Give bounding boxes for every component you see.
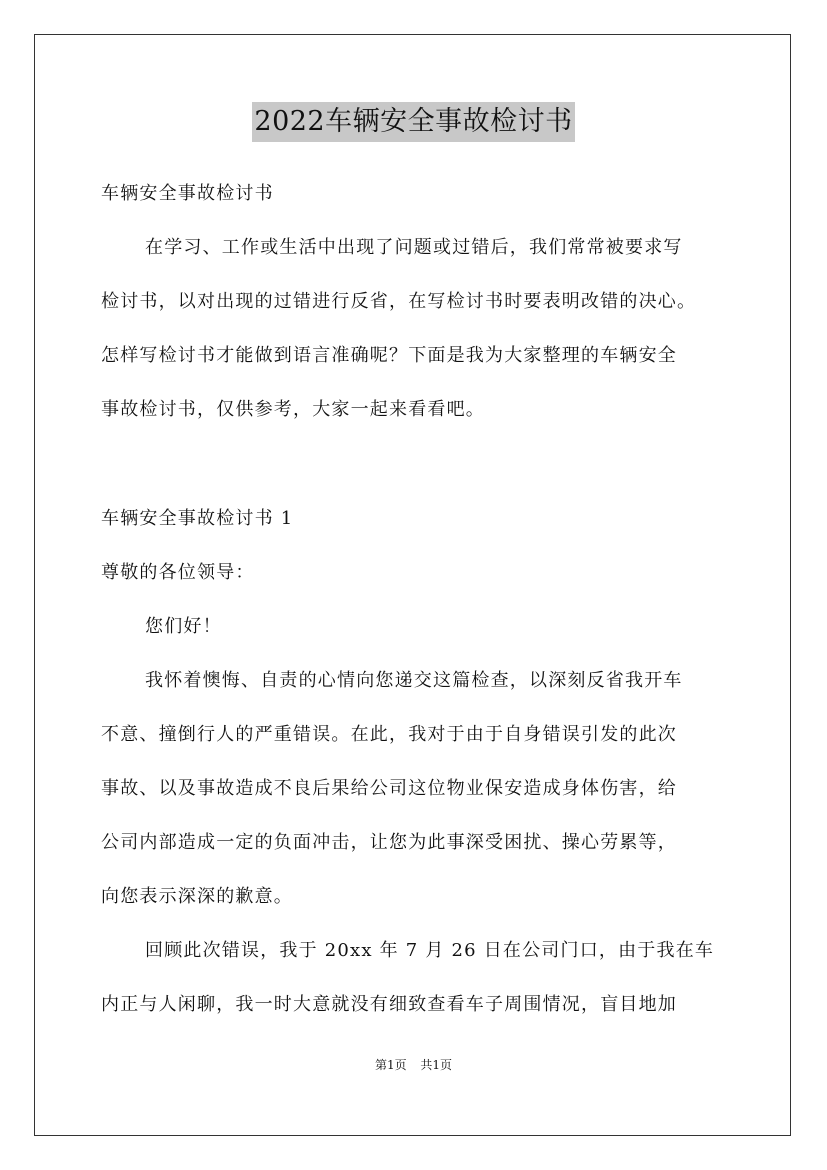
intro-line-4: 事故检讨书，仅供参考，大家一起来看看吧。 bbox=[101, 399, 485, 420]
subtitle: 车辆安全事故检讨书 bbox=[101, 183, 274, 204]
salutation: 尊敬的各位领导： bbox=[101, 562, 255, 583]
intro-line-2: 检讨书，以对出现的过错进行反省，在写检讨书时要表明改错的决心。 bbox=[101, 291, 697, 312]
paragraph2-line-2: 内正与人闲聊，我一时大意就没有细致查看车子周围情况，盲目地加 bbox=[101, 994, 677, 1015]
intro-line-1: 在学习、工作或生活中出现了问题或过错后，我们常常被要求写 bbox=[145, 237, 683, 258]
paragraph1-line-4: 公司内部造成一定的负面冲击，让您为此事深受困扰、操心劳累等， bbox=[101, 832, 677, 853]
intro-line-3: 怎样写检讨书才能做到语言准确呢？下面是我为大家整理的车辆安全 bbox=[101, 345, 677, 366]
page-total: 共1页 bbox=[420, 1058, 453, 1072]
document-title: 2022车辆安全事故检讨书 bbox=[252, 102, 574, 142]
paragraph1-line-2: 不意、撞倒行人的严重错误。在此，我对于由于自身错误引发的此次 bbox=[101, 724, 677, 745]
page-number: 第1页 bbox=[374, 1058, 407, 1072]
page-footer bbox=[0, 1056, 827, 1073]
greeting: 您们好！ bbox=[145, 616, 222, 637]
paragraph1-line-1: 我怀着懊悔、自责的心情向您递交这篇检查，以深刻反省我开车 bbox=[145, 670, 683, 691]
paragraph2-line-1: 回顾此次错误，我于 20xx 年 7 月 26 日在公司门口，由于我在车 bbox=[145, 940, 715, 961]
document-title-wrap bbox=[0, 102, 827, 142]
section-heading: 车辆安全事故检讨书 1 bbox=[101, 508, 294, 529]
paragraph1-line-3: 事故、以及事故造成不良后果给公司这位物业保安造成身体伤害，给 bbox=[101, 778, 677, 799]
paragraph1-line-5: 向您表示深深的歉意。 bbox=[101, 886, 293, 907]
